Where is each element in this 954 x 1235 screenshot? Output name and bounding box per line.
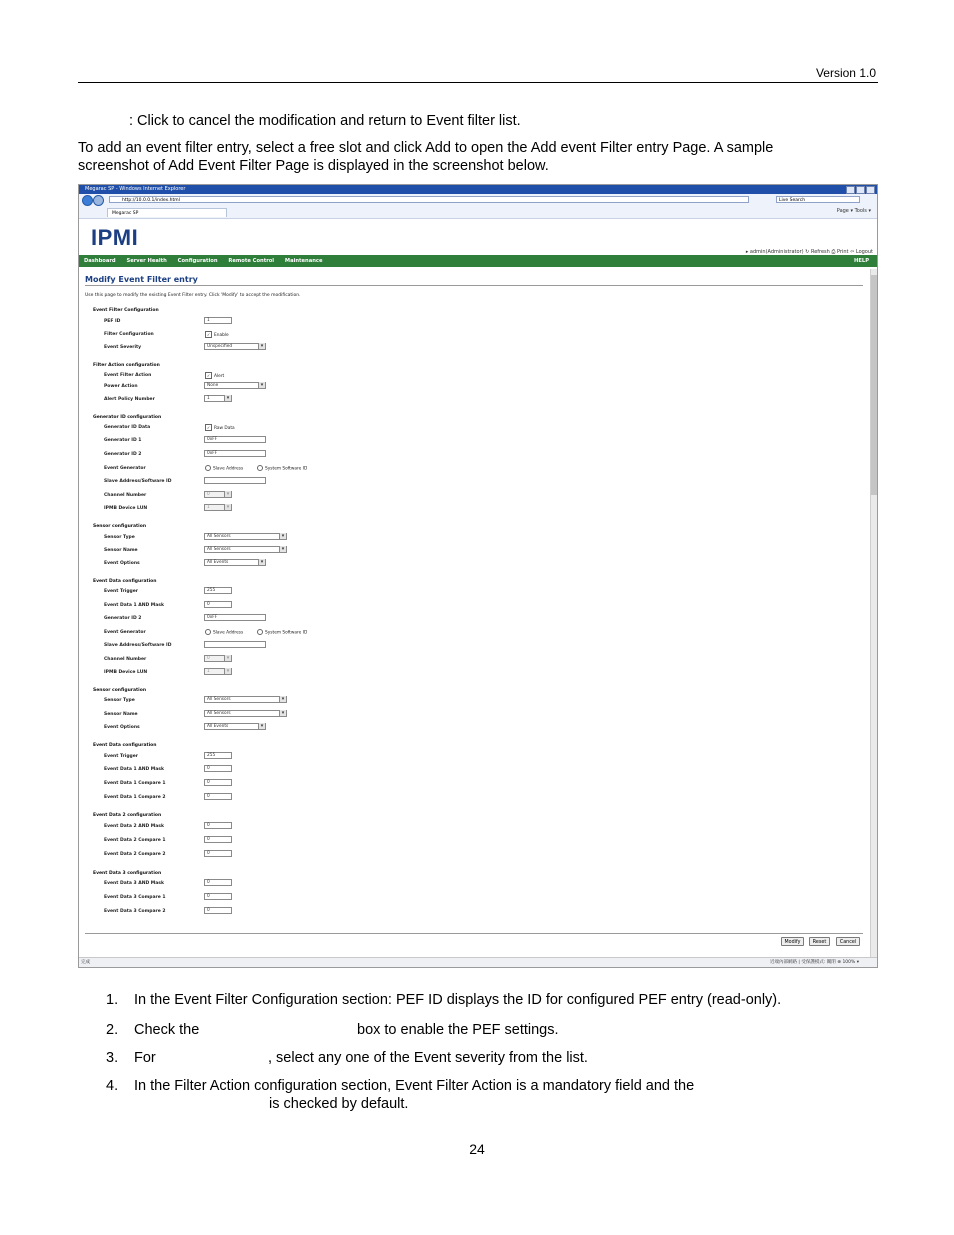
section-event-data-configuration-b: Event Data configuration	[93, 743, 157, 748]
embedded-screenshot	[78, 184, 878, 968]
cancel-button: Cancel	[836, 937, 860, 946]
step-number: 2.	[106, 1022, 119, 1038]
ipmb-lun-select: 1 ▾	[204, 504, 232, 511]
address-field: http://10.0.0.1/index.html	[109, 196, 749, 203]
radio-icon	[205, 629, 211, 635]
reset-button: Reset	[809, 937, 830, 946]
step-text-b: box to enable the PEF settings.	[357, 1022, 559, 1038]
title-rule	[85, 285, 863, 286]
event-trigger-field: 255	[204, 587, 232, 594]
section-sensor-configuration-b: Sensor configuration	[93, 688, 147, 693]
power-action-select: None ▾	[204, 382, 266, 389]
alert-label: Alert	[214, 374, 225, 379]
label-event-data-1-and-mask: Event Data 1 AND Mask	[104, 603, 164, 608]
alert-policy-select: 1 ▾	[204, 395, 232, 402]
radio-icon	[257, 629, 263, 635]
event-data-1-compare-1-field: 0	[204, 779, 232, 786]
step-number: 1.	[106, 992, 119, 1008]
step-text-a: Check the	[134, 1022, 200, 1038]
system-software-id-radio-b	[257, 629, 307, 636]
add-description-line2: screenshot of Add Event Filter Page is displayed in the screenshot below.	[78, 158, 549, 174]
event-data-1-compare-2-field: 0	[204, 793, 232, 800]
pef-id-field: 1	[204, 317, 232, 324]
page-description: Use this page to modify the existing Event Filter entry. Click 'Modify' to accept the modification.	[85, 293, 301, 298]
label-event-filter-action: Event Filter Action	[104, 373, 152, 378]
enable-label: Enable	[214, 333, 229, 338]
label-event-severity: Event Severity	[104, 345, 142, 350]
slave-address-field-b	[204, 641, 266, 648]
label-generator-id-2b: Generator ID 2	[104, 616, 142, 621]
label-event-trigger: Event Trigger	[104, 589, 139, 594]
checkbox-checked-icon: ✓	[206, 425, 211, 430]
label-generator-id-1: Generator ID 1	[104, 438, 142, 443]
system-software-id-radio	[257, 465, 307, 472]
label-generator-id-2: Generator ID 2	[104, 452, 142, 457]
label-alert-policy-number: Alert Policy Number	[104, 397, 155, 402]
forward-icon	[93, 195, 104, 206]
event-data-1-and-mask-field-b: 0	[204, 765, 232, 772]
nav-maintenance: Maintenance	[284, 258, 323, 264]
label-event-data-3-compare-1: Event Data 3 Compare 1	[104, 895, 166, 900]
label-event-data-1-compare-2: Event Data 1 Compare 2	[104, 795, 166, 800]
section-sensor-configuration: Sensor configuration	[93, 524, 147, 529]
nav-server-health: Server Health	[126, 258, 167, 264]
alert-checkbox	[205, 372, 224, 379]
sensor-name-select-b: All Sensors ▾	[204, 710, 287, 717]
event-options-select: All Events ▾	[204, 559, 266, 566]
browser-statusbar	[79, 957, 877, 968]
event-data-3-compare-2-field: 0	[204, 907, 232, 914]
top-navigation	[79, 255, 877, 267]
event-trigger-field-b: 255	[204, 752, 232, 759]
raw-data-label: Raw Data	[214, 426, 235, 431]
step-number: 3.	[106, 1050, 119, 1066]
label-slave-address-b: Slave Address/Software ID	[104, 643, 172, 648]
label-ipmb-device-lun-b: IPMB Device LUN	[104, 670, 148, 675]
label-event-data-1-compare-1: Event Data 1 Compare 1	[104, 781, 166, 786]
checkbox-checked-icon: ✓	[206, 332, 211, 337]
label-event-options: Event Options	[104, 561, 140, 566]
add-description-line1: To add an event filter entry, select a free slot and click Add to open the Add event Filter entry Page. A sample	[78, 140, 774, 156]
step-text-2: is checked by default.	[269, 1096, 409, 1112]
label-event-data-2-compare-2: Event Data 2 Compare 2	[104, 852, 166, 857]
section-event-data-3-configuration: Event Data 3 configuration	[93, 871, 162, 876]
page-scrollbar	[870, 269, 877, 957]
slave-address-field	[204, 477, 266, 484]
label-sensor-name: Sensor Name	[104, 548, 138, 553]
label-slave-address: Slave Address/Software ID	[104, 479, 172, 484]
form-bottom-rule	[85, 933, 863, 934]
step-text-b: , select any one of the Event severity from the list.	[268, 1050, 588, 1066]
slave-address-option-b: Slave Address	[213, 630, 244, 636]
label-sensor-type: Sensor Type	[104, 535, 135, 540]
channel-number-select-b: 0 ▾	[204, 655, 232, 662]
label-channel-number: Channel Number	[104, 493, 147, 498]
label-event-trigger-b: Event Trigger	[104, 754, 139, 759]
section-event-data-configuration: Event Data configuration	[93, 579, 157, 584]
event-severity-select: Unspecified ▾	[204, 343, 266, 350]
user-bar: ▸ admin(Administrator) ↻ Refresh ⎙ Print ⇦ Logout	[745, 249, 873, 255]
search-field: Live Search	[776, 196, 860, 203]
label-channel-number-b: Channel Number	[104, 657, 147, 662]
step-text: In the Filter Action configuration section, Event Filter Action is a mandatory field and the	[134, 1078, 695, 1094]
minimize-icon	[846, 186, 855, 194]
event-options-select-b: All Events ▾	[204, 723, 266, 730]
label-event-data-1-and-mask-b: Event Data 1 AND Mask	[104, 767, 164, 772]
close-icon	[866, 186, 875, 194]
step-text: In the Event Filter Configuration section: PEF ID displays the ID for configured PEF entry (read-only).	[134, 992, 782, 1008]
step-text-a: For	[134, 1050, 156, 1066]
step-number: 4.	[106, 1078, 119, 1094]
label-sensor-type-b: Sensor Type	[104, 698, 135, 703]
slave-address-radio	[205, 465, 243, 472]
label-event-generator-b: Event Generator	[104, 630, 146, 635]
radio-icon	[205, 465, 211, 471]
label-event-generator: Event Generator	[104, 466, 146, 471]
nav-configuration: Configuration	[177, 258, 218, 264]
browser-titlebar	[79, 185, 877, 194]
label-event-options-b: Event Options	[104, 725, 140, 730]
header-rule	[78, 82, 878, 83]
scrollbar-thumb	[871, 275, 877, 495]
page-number: 24	[469, 1141, 485, 1157]
ipmb-lun-select-b: 1 ▾	[204, 668, 232, 675]
browser-tab: Megarac SP	[107, 208, 227, 217]
nav-remote-control: Remote Control	[228, 258, 275, 264]
label-pef-id: PEF ID	[104, 319, 121, 324]
slave-address-radio-b	[205, 629, 243, 636]
channel-number-select: 0 ▾	[204, 491, 232, 498]
label-generator-id-data: Generator ID Data	[104, 425, 151, 430]
event-data-1-and-mask-field: 0	[204, 601, 232, 608]
label-sensor-name-b: Sensor Name	[104, 712, 138, 717]
label-event-data-2-compare-1: Event Data 2 Compare 1	[104, 838, 166, 843]
section-event-filter-configuration: Event Filter Configuration	[93, 308, 159, 313]
label-event-data-3-and-mask: Event Data 3 AND Mask	[104, 881, 164, 886]
label-filter-configuration: Filter Configuration	[104, 332, 154, 337]
event-data-3-and-mask-field: 0	[204, 879, 232, 886]
status-zone: 近端內部網路 | 受保護模式: 關閉 ⊕ 100% ▾	[769, 960, 859, 965]
modify-button: Modify	[781, 937, 804, 946]
checkbox-checked-icon: ✓	[206, 373, 211, 378]
ipmi-logo: IPMI	[91, 225, 139, 250]
label-ipmb-device-lun: IPMB Device LUN	[104, 506, 148, 511]
label-event-data-3-compare-2: Event Data 3 Compare 2	[104, 909, 166, 914]
version-label: Version 1.0	[815, 66, 876, 80]
nav-help: HELP	[854, 258, 869, 264]
section-event-data-2-configuration: Event Data 2 configuration	[93, 813, 162, 818]
system-software-id-option-b: System Software ID	[265, 630, 308, 636]
label-event-data-2-and-mask: Event Data 2 AND Mask	[104, 824, 164, 829]
raw-data-checkbox	[205, 424, 235, 431]
slave-address-option: Slave Address	[213, 466, 244, 472]
section-filter-action-configuration: Filter Action configuration	[93, 363, 160, 368]
back-icon	[82, 195, 93, 206]
generator-id-2b-field: 0xFF	[204, 614, 266, 621]
generator-id-2-field: 0xFF	[204, 450, 266, 457]
enable-checkbox	[205, 331, 229, 338]
page-title: Modify Event Filter entry	[85, 275, 198, 284]
radio-icon	[257, 465, 263, 471]
sensor-type-select-b: All Sensors ▾	[204, 696, 287, 703]
maximize-icon	[856, 186, 865, 194]
event-data-3-compare-1-field: 0	[204, 893, 232, 900]
sensor-type-select: All Sensors ▾	[204, 533, 287, 540]
nav-dashboard: Dashboard	[84, 258, 116, 264]
system-software-id-option: System Software ID	[265, 466, 308, 472]
event-data-2-compare-2-field: 0	[204, 850, 232, 857]
generator-id-1-field: 0xFF	[204, 436, 266, 443]
label-power-action: Power Action	[104, 384, 138, 389]
cancel-description: : Click to cancel the modification and return to Event filter list.	[129, 113, 521, 129]
sensor-name-select: All Sensors ▾	[204, 546, 287, 553]
tab-bar	[79, 206, 877, 219]
status-text: 完成	[81, 960, 90, 965]
event-data-2-and-mask-field: 0	[204, 822, 232, 829]
toolbar-menu: Page ▾ Tools ▾	[836, 208, 871, 214]
event-data-2-compare-1-field: 0	[204, 836, 232, 843]
section-generator-id-configuration: Generator ID configuration	[93, 415, 162, 420]
window-title: Megarac SP - Windows Internet Explorer	[85, 186, 186, 192]
